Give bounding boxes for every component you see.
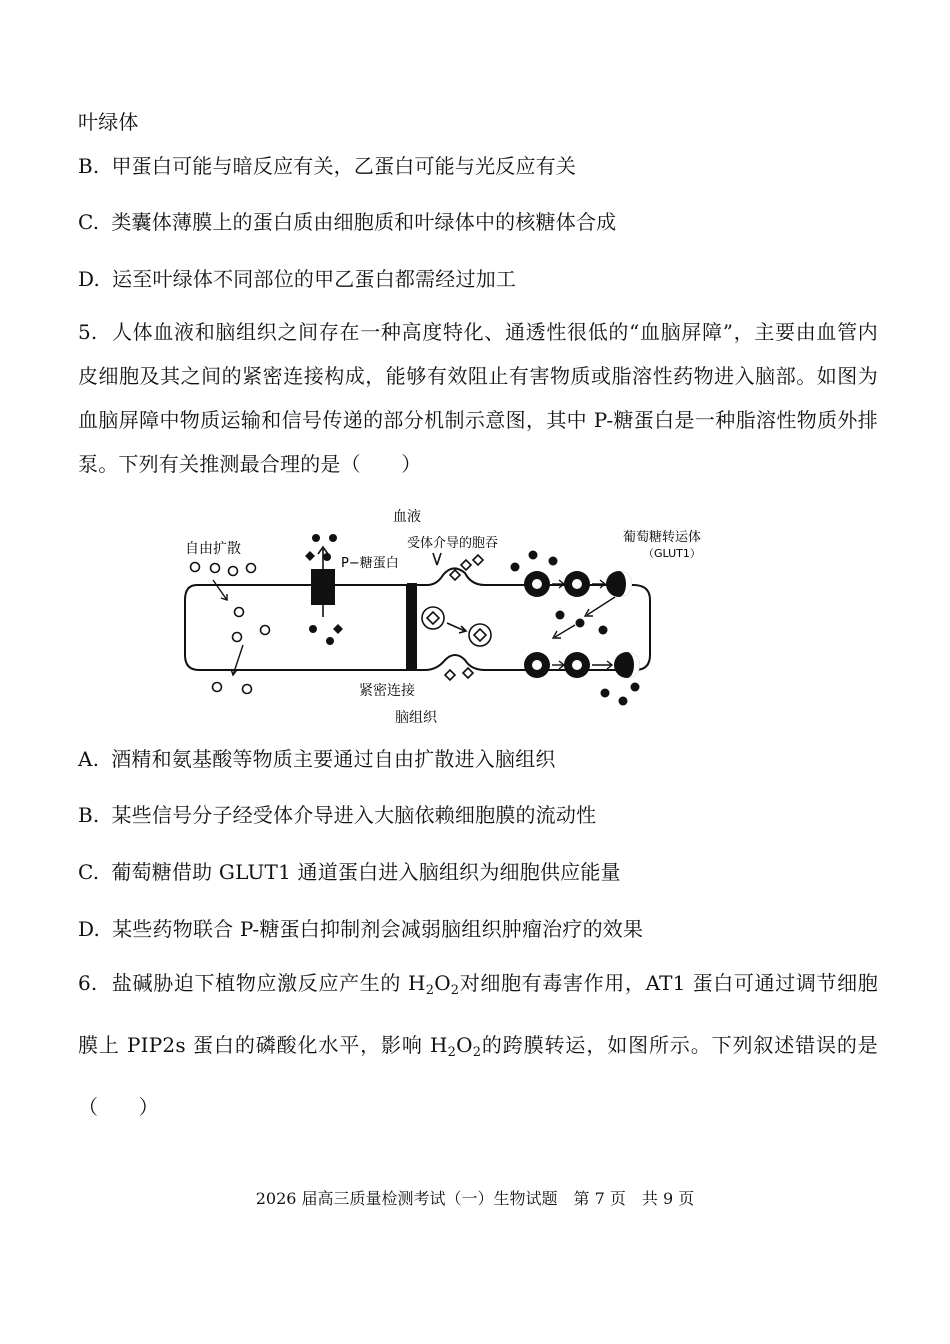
label-receptor-endocytosis: 受体介导的胞吞 [407,536,499,551]
label-tight-junction: 紧密连接 [359,683,415,699]
label-diffusion: 自由扩散 [185,541,241,557]
prev-option-d [78,263,516,292]
formula-o: O [434,971,451,995]
option-label: C. [78,860,100,884]
subscript: 2 [447,1045,457,1060]
question-text-c: 的跨膜转运，如图所示。下列叙述错误的是（ ） [78,1033,878,1119]
label-brain: 脑组织 [395,710,437,726]
subscript: 2 [472,1045,482,1060]
option-label: B. [78,803,100,827]
label-p-glycoprotein: P−糖蛋白 [341,556,399,571]
question-number: 5. [78,320,98,344]
blood-brain-barrier-diagram [175,505,735,730]
option-text: 运至叶绿体不同部位的甲乙蛋白都需经过加工 [112,267,517,291]
option-text: 甲蛋白可能与暗反应有关，乙蛋白可能与光反应有关 [111,154,577,178]
option-label: C. [78,210,100,234]
prev-option-c [78,206,616,235]
prev-question-tail: 叶绿体 [78,110,139,134]
question-text: 人体血液和脑组织之间存在一种高度特化、通透性很低的“血脑屏障”，主要由血管内皮细胞及其之间的紧密连接构成，能够有效阻止有害物质或脂溶性药物进入脑部。如图为血脑屏障中物质运输和信号传递的部分机制示意图，其中 P-糖蛋白是一种脂溶性物质外排泵。下列有关推测最合理的是（ ） [78,320,878,476]
q5-option-a [78,743,556,772]
option-text: 酒精和氨基酸等物质主要通过自由扩散进入脑组织 [111,747,556,771]
q5-option-b [78,799,596,828]
option-text: 某些信号分子经受体介导进入大脑依赖细胞膜的流动性 [111,803,597,827]
q5-option-c [78,856,621,885]
footer-total: 共 9 页 [641,1189,695,1208]
footer-page: 第 7 页 [573,1189,626,1208]
diffusion-arrows [213,580,243,675]
subscript: 2 [450,983,460,998]
question-5-stem [78,310,878,486]
diffusion-molecules [191,563,270,694]
question-text-a: 盐碱胁迫下植物应激反应产生的 H [111,971,426,995]
option-label: D. [78,267,101,291]
prev-option-b [78,150,576,179]
label-glut: 葡萄糖转运体 [623,530,702,545]
question-6-stem [78,956,878,1135]
endothelial-cell-left [185,585,407,670]
p-glycoprotein-pump [311,569,335,605]
page-footer [0,1186,950,1209]
label-glut-en: （GLUT1） [643,547,701,560]
option-text: 葡萄糖借助 GLUT1 通道蛋白进入脑组织为细胞供应能量 [111,860,621,884]
formula-o: O [456,1033,473,1057]
tight-junction [407,583,417,671]
question-text-b: 对细胞有毒害作用，AT1 蛋白可通过调节细胞膜上 PIP2s 蛋白的磷酸化水平，影响 H [78,971,879,1057]
option-label: A. [78,747,100,771]
endocytosis-vesicles [422,553,491,680]
option-text: 某些药物联合 P-糖蛋白抑制剂会减弱脑组织肿瘤治疗的效果 [112,917,644,941]
question-number: 6. [78,971,98,995]
q5-option-d [78,913,643,942]
option-label: D. [78,917,101,941]
footer-exam-title: 2026 届高三质量检测考试（一）生物试题 [255,1189,558,1208]
subscript: 2 [425,983,435,998]
label-blood: 血液 [393,509,421,525]
option-label: B. [78,154,100,178]
option-text: 类囊体薄膜上的蛋白质由细胞质和叶绿体中的核糖体合成 [111,210,617,234]
